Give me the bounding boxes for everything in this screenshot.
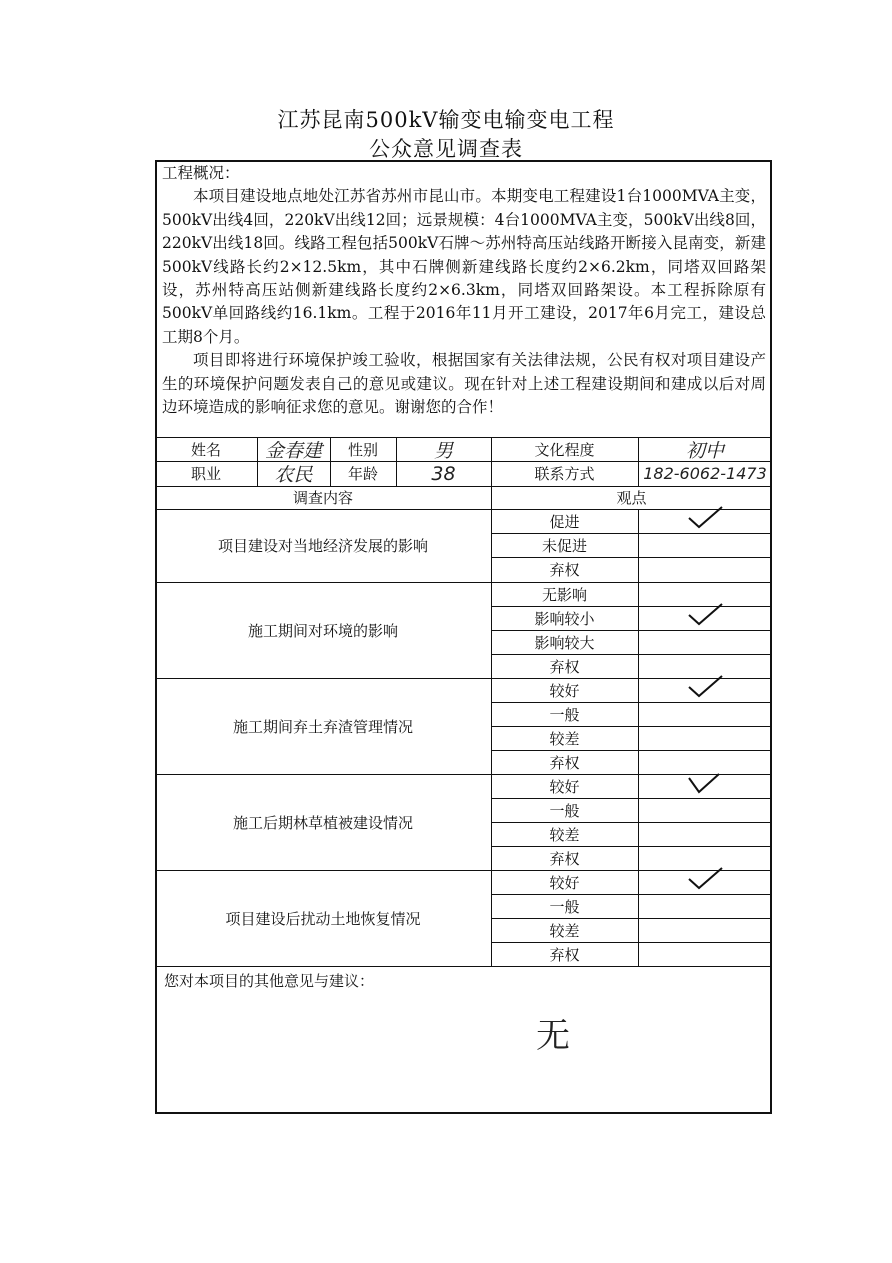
name-value: 金春建: [264, 439, 322, 462]
comments-value: 无: [536, 1016, 570, 1056]
option-label: 弃权: [549, 849, 580, 868]
option-label: 影响较大: [534, 633, 595, 652]
question-vegetation-restoration: 施工后期林草植被建设情况: [232, 813, 413, 832]
contact-value: 182-6062-1473: [643, 464, 767, 483]
overview-paragraph-2: 项目即将进行环境保护竣工验收，根据国家有关法律法规，公民有权对项目建设产生的环境保护问题发表自己的意见或建议。现在针对上述工程建设期间和建成以后对周边环境造成的影响征求您的意见。谢谢您的合作！: [162, 351, 766, 417]
option-label: 弃权: [549, 561, 580, 579]
survey-header-opinion: 观点: [616, 489, 647, 507]
overview-heading: 工程概况：: [162, 164, 240, 182]
question-construction-environment: 施工期间对环境的影响: [247, 621, 398, 640]
option-label: 一般: [549, 801, 580, 820]
name-label: 姓名: [190, 440, 221, 459]
checkmark-icon: [638, 501, 772, 533]
option-label: 弃权: [549, 945, 580, 964]
form-subtitle: 公众意见调查表: [369, 137, 523, 161]
grid-line: [155, 966, 772, 967]
option-label: 较好: [549, 777, 580, 796]
option-label: 较好: [549, 681, 580, 700]
option-label: 影响较小: [534, 609, 595, 628]
gender-label: 性别: [347, 440, 378, 459]
checkmark-icon: [638, 862, 772, 894]
occupation-label: 职业: [190, 465, 221, 483]
project-overview: [162, 162, 766, 419]
age-label: 年龄: [347, 465, 378, 483]
option-label: 较差: [549, 921, 580, 940]
question-land-restoration: 项目建设后扰动土地恢复情况: [225, 909, 421, 928]
option-label: 一般: [549, 897, 580, 916]
grid-line: [638, 509, 639, 966]
checkmark-icon: [638, 768, 772, 798]
contact-label: 联系方式: [534, 465, 595, 483]
form-title: 江苏昆南500kV输变电输变电工程: [277, 108, 615, 132]
option-label: 未促进: [541, 536, 587, 555]
education-label: 文化程度: [534, 440, 595, 459]
education-value: 初中: [685, 439, 724, 462]
age-value: 38: [431, 462, 456, 485]
checkmark-icon: [638, 598, 772, 630]
option-label: 较差: [549, 729, 580, 748]
option-label: 弃权: [549, 753, 580, 772]
overview-paragraph-1: 本项目建设地点地处江苏省苏州市昆山市。本期变电工程建设1台1000MVA主变，500kV出线4回，220kV出线12回；远景规模：4台1000MVA主变，500kV出线8回，220kV出线18回。线路工程包括500kV石牌～苏州特高压站线路开断接入昆南变，新建500kV线路长约2×12.5km，其中石牌侧新建线路长度约2×6.2km，同塔双回路架设，苏州特高压站侧新建线路长度约2×6.3km，同塔双回路架设。本工程拆除原有500kV单回路线约16.1km。工程于2016年11月开工建设，2017年6月完工，建设总工期8个月。: [162, 187, 766, 346]
occupation-value: 农民: [274, 464, 313, 486]
option-label: 较好: [549, 873, 580, 892]
option-label: 促进: [549, 512, 580, 531]
gender-value: 男: [433, 439, 453, 462]
option-label: 无影响: [541, 585, 587, 604]
option-label: 一般: [549, 705, 580, 724]
comments-label: 您对本项目的其他意见与建议：: [164, 972, 375, 990]
checkmark-icon: [638, 670, 772, 702]
question-economic-impact: 项目建设对当地经济发展的影响: [217, 537, 428, 555]
option-label: 弃权: [549, 657, 580, 676]
survey-header-content: 调查内容: [292, 489, 353, 507]
question-spoil-management: 施工期间弃土弃渣管理情况: [232, 717, 413, 736]
option-label: 较差: [549, 825, 580, 844]
